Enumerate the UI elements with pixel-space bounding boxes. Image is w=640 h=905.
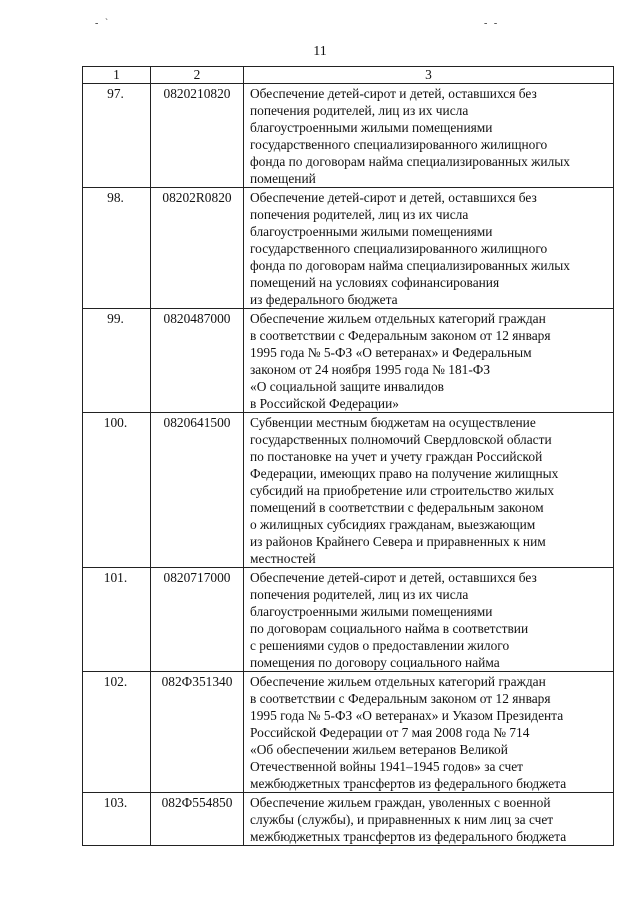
description-line: Федерации, имеющих право на получение жилищных xyxy=(250,466,559,481)
description-line: Обеспечение детей-сирот и детей, оставшихся без xyxy=(250,86,537,101)
description-line: в соответствии с Федеральным законом от 12 января xyxy=(250,691,551,706)
description-line: попечения родителей, лиц из их числа xyxy=(250,207,469,222)
row-number: 103. xyxy=(83,793,151,846)
row-description xyxy=(244,413,614,568)
description-line: Обеспечение детей-сирот и детей, оставшихся без xyxy=(250,570,537,585)
table-row xyxy=(83,672,614,793)
row-description xyxy=(244,84,614,188)
scan-mark-left: - ` xyxy=(95,18,111,29)
row-code: 0820487000 xyxy=(151,309,244,413)
description-line: Отечественной войны 1941–1945 годов» за счет xyxy=(250,759,524,774)
table-row xyxy=(83,793,614,846)
row-code: 0820210820 xyxy=(151,84,244,188)
description-line: попечения родителей, лиц из их числа xyxy=(250,103,469,118)
description-line: фонда по договорам найма специализированных жилых xyxy=(250,154,570,169)
description-line: службы (службы), и приравненных к ним лиц за счет xyxy=(250,812,554,827)
description-line: Российской Федерации от 7 мая 2008 года № 714 xyxy=(250,725,530,740)
description-line: государственного специализированного жилищного xyxy=(250,137,548,152)
description-line: с решениями судов о предоставлении жилого xyxy=(250,638,510,653)
description-line: местностей xyxy=(250,551,316,566)
page-number: 11 xyxy=(313,44,327,59)
row-number: 100. xyxy=(83,413,151,568)
description-line: Субвенции местным бюджетам на осуществление xyxy=(250,415,536,430)
table-row xyxy=(83,413,614,568)
description-line: межбюджетных трансфертов из федерального бюджета xyxy=(250,776,567,791)
row-number: 98. xyxy=(83,188,151,309)
header-col-2: 2 xyxy=(151,67,244,84)
description-line: Обеспечение жильем граждан, уволенных с военной xyxy=(250,795,551,810)
table-body xyxy=(83,84,614,846)
description-line: законом от 24 ноября 1995 года № 181-ФЗ xyxy=(250,362,491,377)
row-code: 0820641500 xyxy=(151,413,244,568)
description-line: межбюджетных трансфертов из федерального бюджета xyxy=(250,829,567,844)
description-line: по договорам социального найма в соответствии xyxy=(250,621,529,636)
description-line: в Российской Федерации» xyxy=(250,396,399,411)
description-line: помещений в соответствии с федеральным законом xyxy=(250,500,544,515)
table-header-row xyxy=(83,67,614,84)
description-line: помещений xyxy=(250,171,316,186)
description-line: «Об обеспечении жильем ветеранов Великой xyxy=(250,742,508,757)
description-line: из федерального бюджета xyxy=(250,292,398,307)
description-line: благоустроенными жилыми помещениями xyxy=(250,604,493,619)
description-line: попечения родителей, лиц из их числа xyxy=(250,587,469,602)
row-code: 08202R0820 xyxy=(151,188,244,309)
budget-classification-table xyxy=(82,66,614,846)
description-line: Обеспечение детей-сирот и детей, оставшихся без xyxy=(250,190,537,205)
description-line: «О социальной защите инвалидов xyxy=(250,379,444,394)
description-line: в соответствии с Федеральным законом от 12 января xyxy=(250,328,551,343)
row-number: 99. xyxy=(83,309,151,413)
description-line: благоустроенными жилыми помещениями xyxy=(250,120,493,135)
row-number: 102. xyxy=(83,672,151,793)
description-line: государственного специализированного жилищного xyxy=(250,241,548,256)
description-line: фонда по договорам найма специализированных жилых xyxy=(250,258,570,273)
row-code: 0820717000 xyxy=(151,568,244,672)
row-code: 082Ф554850 xyxy=(151,793,244,846)
row-number: 101. xyxy=(83,568,151,672)
description-line: по постановке на учет и учету граждан Российской xyxy=(250,449,543,464)
description-line: 1995 года № 5-ФЗ «О ветеранах» и Федеральным xyxy=(250,345,532,360)
row-description xyxy=(244,188,614,309)
row-description xyxy=(244,309,614,413)
header-col-3: 3 xyxy=(244,67,614,84)
description-line: помещения по договору социального найма xyxy=(250,655,500,670)
header-col-1: 1 xyxy=(83,67,151,84)
table-row xyxy=(83,309,614,413)
row-description xyxy=(244,568,614,672)
description-line: субсидий на приобретение или строительство жилых xyxy=(250,483,555,498)
description-line: из районов Крайнего Севера и приравненных к ним xyxy=(250,534,546,549)
description-line: благоустроенными жилыми помещениями xyxy=(250,224,493,239)
table-row xyxy=(83,84,614,188)
table-row xyxy=(83,568,614,672)
table-row xyxy=(83,188,614,309)
row-code: 082Ф351340 xyxy=(151,672,244,793)
description-line: государственных полномочий Свердловской области xyxy=(250,432,552,447)
description-line: Обеспечение жильем отдельных категорий граждан xyxy=(250,311,546,326)
row-number: 97. xyxy=(83,84,151,188)
description-line: 1995 года № 5-ФЗ «О ветеранах» и Указом Президента xyxy=(250,708,564,723)
description-line: о жилищных субсидиях гражданам, выезжающим xyxy=(250,517,536,532)
description-line: помещений на условиях софинансирования xyxy=(250,275,500,290)
row-description xyxy=(244,672,614,793)
description-line: Обеспечение жильем отдельных категорий граждан xyxy=(250,674,546,689)
row-description xyxy=(244,793,614,846)
scan-mark-right: - - xyxy=(484,18,500,29)
